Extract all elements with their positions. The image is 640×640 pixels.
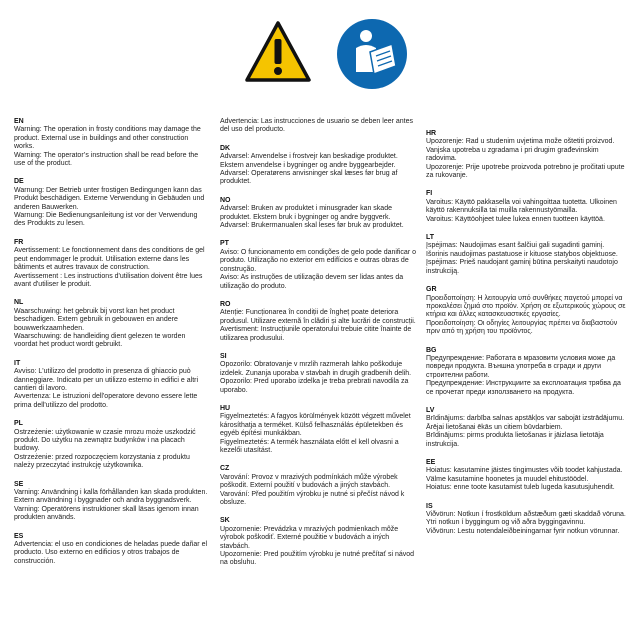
warning-text: Warnung: Die Bedienungsanleitung ist vor der Verwendung des Produkts zu lesen. <box>14 212 198 228</box>
language-section <box>14 239 210 289</box>
warning-text: Avviso: L'utilizzo del prodotto in presenza di ghiaccio può danneggiare. Indicato per un utilizzo esterno in edifici e altri cantieri di lavoro. <box>14 368 199 392</box>
safety-icons <box>0 20 640 90</box>
warning-text: Atenție: Funcționarea în condiții de îngheț poate deteriora produsul. Utilizare externă în clădiri și alte lucrări de construcții. <box>220 309 416 325</box>
language-section <box>220 145 416 187</box>
warning-text: Upozornenie: Pred použitím výrobku je nutné prečítať si návod na obsluhu. <box>220 551 415 567</box>
warning-text: Ostrzeżenie: przed rozpoczęciem korzystania z produktu należy przeczytać instrukcję użytkownika. <box>14 453 190 470</box>
language-section <box>426 459 626 493</box>
warning-text: Brīdinājums: pirms produkta lietošanas ir jāizlasa lietotāja instrukcija. <box>426 432 604 448</box>
warning-text: Hoiatus: enne toote kasutamist tuleb lugeda kasutusjuhendit. <box>426 484 615 492</box>
warning-text: Figyelmeztetés: A fagyos körülmények között végzett művelet károsíthatja a terméket. Külső felhasználás épületekben és egyéb építési munkákban. <box>220 413 411 438</box>
language-section <box>14 299 210 349</box>
warning-text: Aviso: O funcionamento em condições de gelo pode danificar o produto. Utilização no exterior em edifícios e outras obras de construção. <box>220 248 416 273</box>
language-code: EN <box>14 118 24 125</box>
language-section <box>426 234 626 276</box>
warning-text: Avvertenza: Le istruzioni dell'operatore devono essere lette prima dell'utilizzo del prodotto. <box>14 393 198 409</box>
warning-text: Warning: The operation in frosty conditions may damage the product. External use in buildings and other construction works. <box>14 126 201 151</box>
language-code: NL <box>14 299 24 307</box>
warning-text: Upozorenje: Prije upotrebe proizvoda potrebno je pročitati upute za rukovanje. <box>426 163 625 180</box>
warning-text: Warnung: Der Betrieb unter frostigen Bedingungen kann das Produkt beschädigen. Externe Verwendung in Gebäuden und anderen Bauwerken. <box>14 186 205 211</box>
language-section <box>426 130 626 180</box>
warning-text: Advertencia: Las instrucciones de usuario se deben leer antes del uso del producto. <box>220 118 414 134</box>
warning-text: Varning: Användning i kalla förhållanden kan skada produkten. Extern användning i byggnader och andra byggnadsverk. <box>14 489 208 505</box>
warning-text: Įspėjimas: Naudojimas esant šalčiui gali sugadinti gaminį. Išorinis naudojimas pastatuose ir kituose statybos objektuose. <box>426 242 618 258</box>
language-section <box>220 301 416 343</box>
warning-text: Warning: The operator’s instruction shall be read before the use of the product. <box>14 151 199 168</box>
column-middle <box>220 118 416 578</box>
language-code: DK <box>220 144 231 152</box>
warning-text: Varování: Provoz v mrazivých podmínkách může výrobek poškodit. Externí použití v budovách a jiných stavbách. <box>220 473 398 490</box>
language-section <box>14 533 210 567</box>
warning-text: Varování: Před použitím výrobku je nutné si přečíst návod k obsluze. <box>220 490 405 507</box>
warning-triangle-icon <box>244 20 312 84</box>
language-code: RO <box>220 300 231 308</box>
language-section <box>426 190 626 224</box>
language-section <box>426 407 626 449</box>
language-code: SI <box>220 352 227 360</box>
warning-text: Предупреждение: Инструкциите за експлоатация трябва да се прочетат преди използването на продукта. <box>426 380 621 396</box>
language-code: HU <box>220 404 231 412</box>
warning-text: Upozorenje: Rad u studenim uvjetima može oštetiti proizvod. Vanjska upotreba u zgradama i pri drugim građevinskim radovima. <box>426 138 615 163</box>
language-code: PT <box>220 240 229 248</box>
warning-text: Hoiatus: kasutamine jäistes tingimustes võib toodet kahjustada. Välme kasutamine hoonetes ja muudel ehitustöödel. <box>426 467 623 483</box>
language-code: FR <box>14 238 24 246</box>
language-code: IT <box>14 359 21 367</box>
language-section <box>14 481 210 523</box>
warning-text: Figyelmeztetés: A termék használata előtt el kell olvasni a kezelői utasítást. <box>220 438 399 454</box>
language-code: SK <box>220 517 230 525</box>
language-section <box>220 118 416 135</box>
language-code: DE <box>14 178 24 186</box>
warning-text: Advarsel: Anvendelse i frostvejr kan beskadige produktet. Ekstern anvendelse i bygninger og andre byggearbejder. <box>220 153 398 169</box>
warning-text: Brīdinājums: darbība salnas apstākļos var sabojāt izstrādājumu. Ārējai lietošanai ēkās un citiem būvdarbiem. <box>426 415 625 431</box>
language-section <box>220 517 416 567</box>
language-code: ES <box>14 532 24 540</box>
warning-text: Viðvörun: Lestu notendaleiðbeiningarnar fyrir notkun vörunnar. <box>426 527 620 535</box>
warning-text: Avertisment: Instrucțiunile operatorului trebuie citite înainte de utilizarea produsului. <box>220 326 412 342</box>
language-code: GR <box>426 286 437 294</box>
warning-text: Opozorilo: Obratovanje v mrzlih razmerah lahko poškoduje izdelek. Zunanja uporaba v stavbah in drugih gradbenih delih. <box>220 361 412 377</box>
language-section <box>14 360 210 410</box>
warning-text: Upozornenie: Prevádzka v mrazivých podmienkach môže výrobok poškodiť. Externé použitie v budovách a iných stavbách. <box>220 525 399 550</box>
warning-text: Varoitus: Käyttö pakkasella voi vahingoittaa tuotetta. Ulkoinen käyttö rakennuksilla tai muilla rakennustyömailla. <box>426 198 617 215</box>
warning-text: Advarsel: Operatørens anvisninger skal læses før brug af produktet. <box>220 170 398 186</box>
warning-text: Advarsel: Bruken av produktet i minusgrader kan skade produktet. Ekstern bruk i bygninger og andre byggverk. <box>220 205 392 221</box>
warning-text: Ostrzeżenie: użytkowanie w czasie mrozu może uszkodzić produkt. Do użytku na zewnątrz budynków i na placach budowy. <box>14 428 196 453</box>
language-code: LV <box>426 406 435 414</box>
language-section <box>426 286 626 336</box>
warning-text: Įspėjimas: Prieš naudojant gaminį būtina perskaityti naudotojo instrukciją. <box>426 259 618 275</box>
warning-text: Avertissement: Le fonctionnement dans des conditions de gel peut endommager le produit. Utilisation externe dans les bâtiments et autres travaux de construction. <box>14 247 205 272</box>
warning-text: Advarsel: Brukermanualen skal leses før bruk av produktet. <box>220 222 404 230</box>
language-code: PL <box>14 420 23 428</box>
language-code: FI <box>426 190 433 198</box>
warning-text: Avertissement : Les instructions d'utilisation doivent être lues avant d'utiliser le produit. <box>14 272 203 288</box>
warning-text: Προειδοποίηση: Οι οδηγίες λειτουργίας πρέπει να διαβαστούν πριν από τη χρήση του προϊόντος. <box>426 319 618 336</box>
warning-text: Aviso: As instruções de utilização devem ser lidas antes da utilização do produto. <box>220 274 404 290</box>
language-code: BG <box>426 346 437 354</box>
language-section <box>14 178 210 228</box>
warning-text: Waarschuwing: het gebruik bij vorst kan het product beschadigen. Extern gebruik in gebouwen en andere bouwwerkzaamheden. <box>14 307 178 332</box>
language-section <box>220 405 416 455</box>
language-section <box>220 465 416 507</box>
language-code: HR <box>426 130 437 137</box>
language-section <box>426 347 626 397</box>
language-code: LT <box>426 234 435 242</box>
language-code: SE <box>14 480 24 488</box>
language-section <box>220 353 416 395</box>
warning-text: Varning: Operatörens instruktioner skall läsas igenom innan produkten används. <box>14 505 199 522</box>
warning-text: Προειδοποίηση: Η λειτουργία υπό συνθήκες παγετού μπορεί να προκαλέσει ζημιά στο προϊόν. Χρήση σε εξωτερικούς χώρους σε κτήρια και άλλες κατασκευαστικές εργασίες. <box>426 294 626 319</box>
warning-text: Varoitus: Käyttöohjeet tulee lukea ennen tuotteen käyttöä. <box>426 215 605 223</box>
language-code: EE <box>426 459 436 466</box>
language-section <box>14 118 210 168</box>
language-section <box>220 197 416 231</box>
language-code: NO <box>220 196 231 204</box>
language-section <box>220 240 416 290</box>
column-left <box>14 118 210 576</box>
warning-text: Предупреждение: Работата в мразовити условия може да повреди продукта. Външна употреба в сгради и други строителни работи. <box>426 354 616 379</box>
warning-text: Waarschuwing: de handleiding dient gelezen te worden voordat het product wordt gebruikt. <box>14 332 186 349</box>
language-section <box>426 503 626 537</box>
read-manual-icon <box>336 18 408 90</box>
language-code: IS <box>426 502 433 510</box>
column-right <box>426 130 626 546</box>
language-code: CZ <box>220 465 230 473</box>
warning-text: Advertencia: el uso en condiciones de heladas puede dañar el producto. Uso externo en edificios y otros trabajos de construcción. <box>14 541 208 565</box>
warning-text: Viðvörun: Notkun í frostköldum aðstæðum gæti skaddað vöruna. Ytri notkun í byggingum og við aðra byggingavinnu. <box>426 511 626 527</box>
warning-text: Opozorilo: Pred uporabo izdelka je treba prebrati navodila za uporabo. <box>220 378 409 394</box>
language-section <box>14 420 210 470</box>
